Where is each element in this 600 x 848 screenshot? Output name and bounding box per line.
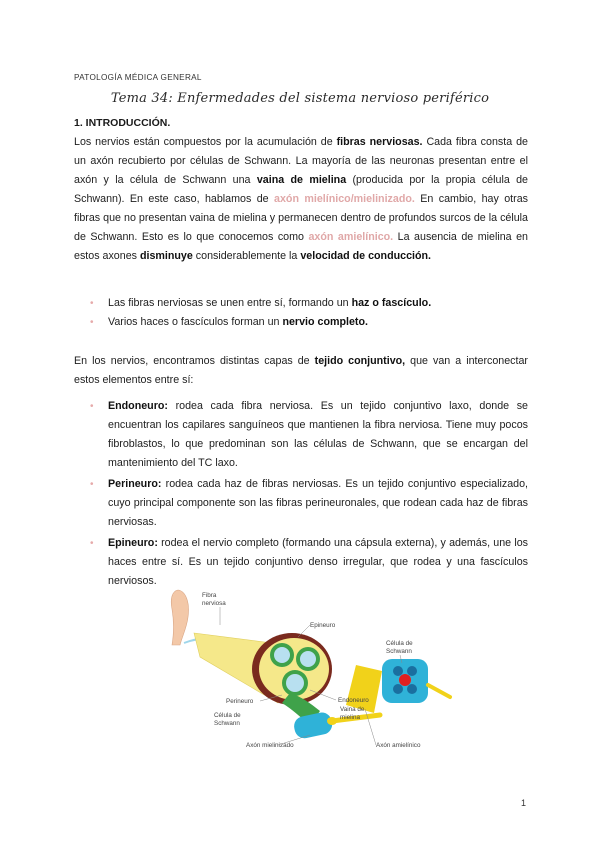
page-number: 1 [521, 798, 527, 808]
label-schwann2: Schwann [214, 720, 240, 727]
label-vaina: Vaina de [340, 706, 365, 713]
section-heading: 1. INTRODUCCIÓN. [74, 117, 171, 129]
red-axon [399, 674, 411, 686]
fiber-bullet-list [74, 294, 528, 332]
connective-paragraph: En los nervios, encontramos distintas capas de tejido conjuntivo, que van a interconectar estos elementos entre sí: [74, 355, 528, 386]
label-nerviosa: nerviosa [202, 600, 226, 607]
arm-illustration [171, 590, 188, 645]
intro-paragraph: Los nervios están compuestos por la acumulación de fibras nerviosas. Cada fibra consta de un axón recubierto por células de Schwann. La mayoría de las neuronas presentan entre el axón y la célula de Schwann una vaina de mielina (producida por la propia célula de Schwann). En este caso, hablamos de axón mielínico/mielinizado. En cambio, hay otras fibras que no presentan vaina de mielina y permanecen dentro de profundos surcos de la célula de Schwann. Esto es lo que conocemos como axón amielínico. La ausencia de mielina en estos axones disminuye considerablemente la velocidad de conducción. [74, 136, 529, 262]
label-mielina: mielina [340, 714, 360, 721]
list-item-endoneuro: • Endoneuro: rodea cada fibra nerviosa. Es un tejido conjuntivo laxo, donde se encuentran los capilares sanguíneos que mantienen la fibra nerviosa. Tiene muy pocos fibroblastos, lo que predominan son las células de Schwann, que se encargan del mantenimiento del TC laxo. [74, 397, 528, 473]
label-celula: Célula de [386, 640, 413, 647]
label-fibra: Fibra [202, 592, 217, 599]
course-header: PATOLOGÍA MÉDICA GENERAL [74, 73, 202, 82]
page-title: Tema 34: Enfermedades del sistema nervioso periférico [110, 91, 490, 106]
label-perineuro: Perineuro [226, 698, 254, 705]
list-item-epineuro: • Epineuro: rodea el nervio completo (formando una cápsula externa), y además, une los haces entre sí. Es un tejido conjuntivo denso irregular, que rodea y una fascículos nerviosos. [74, 534, 528, 591]
label-axon-mielinizado: Axón mielinizado [246, 742, 294, 749]
label-axon-amielinico: Axón amielínico [376, 742, 421, 749]
nerve-structure-figure [160, 585, 560, 760]
layers-bullet-list [74, 397, 528, 593]
list-item: • Varios haces o fascículos forman un nervio completo. [74, 313, 528, 332]
list-item-perineuro: • Perineuro: rodea cada haz de fibras nerviosas. Es un tejido conjuntivo especializado, cuyo principal componente son las fibras perineuronales, que rodean cada haz de fibras nerviosas. [74, 475, 528, 532]
label-celula2: Célula de [214, 712, 241, 719]
label-endoneuro: Endoneuro [338, 697, 369, 704]
label-schwann: Schwann [386, 648, 412, 655]
label-epineuro: Epineuro [310, 622, 336, 629]
list-item: • Las fibras nerviosas se unen entre sí, formando un haz o fascículo. [74, 294, 528, 313]
